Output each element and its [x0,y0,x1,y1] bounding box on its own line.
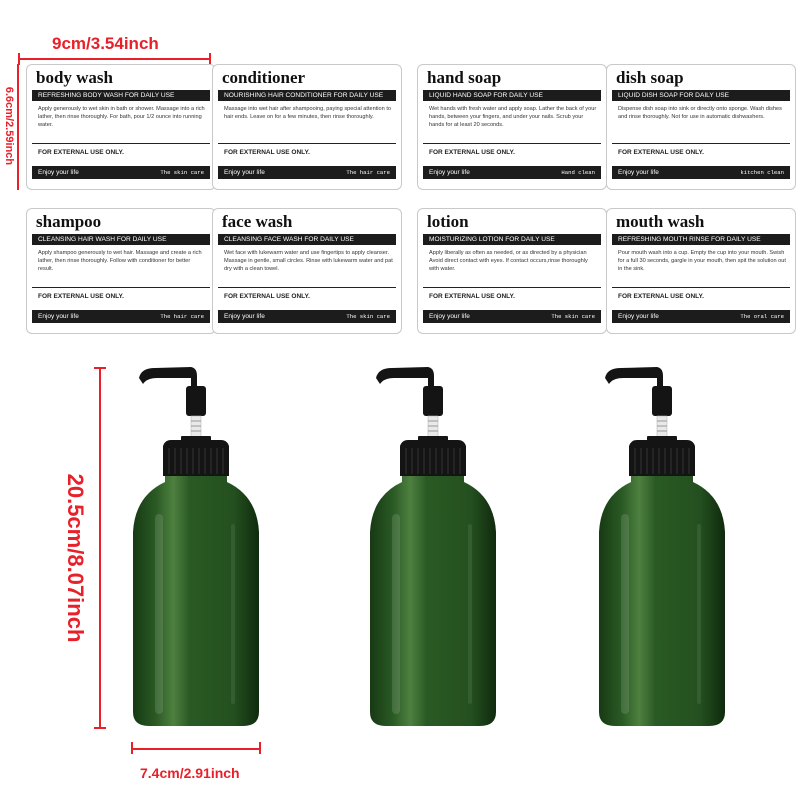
label-card [417,208,607,334]
label-subtitle: MOISTURIZING LOTION FOR DAILY USE [423,234,601,245]
label-divider [218,287,396,288]
label-footer-right: The skin care [551,313,595,320]
label-directions: Apply liberally as often as needed, or as directed by a physician Avoid direct contact with eyes. If contact occurs,rinse thoroughly with water. [429,250,588,272]
label-footer-right: The hair care [160,313,204,320]
label-divider [32,287,210,288]
label-warning: FOR EXTERNAL USE ONLY. [618,293,704,300]
label-subtitle: REFRESHING MOUTH RINSE FOR DAILY USE [612,234,790,245]
label-subtitle: REFRESHING BODY WASH FOR DAILY USE [32,90,210,101]
label-directions: Dispense dish soap into sink or directly onto sponge. Wash dishes and rinse thoroughly. Not for use in automatic dishwashers. [618,106,782,120]
label-warning: FOR EXTERNAL USE ONLY. [224,149,310,156]
label-card [606,208,796,334]
bottle-height-cap-top [94,367,106,369]
label-subtitle: NOURISHING HAIR CONDITIONER FOR DAILY USE [218,90,396,101]
bottle-height-cap-bottom [94,727,106,729]
label-footer [423,166,601,179]
label-divider [423,143,601,144]
label-footer [218,310,396,323]
label-footer-right: kitchen clean [740,169,784,176]
label-subtitle: LIQUID HAND SOAP FOR DAILY USE [423,90,601,101]
label-card [26,64,216,190]
label-title: body wash [36,68,114,87]
label-footer-right: The skin care [160,169,204,176]
label-card [606,64,796,190]
label-divider [32,143,210,144]
label-title: lotion [427,212,469,231]
label-footer-left: Enjoy your life [38,313,79,320]
pump-bottle [597,364,727,730]
label-width-dimension: 9cm/3.54inch [52,34,159,53]
label-footer-left: Enjoy your life [618,169,659,176]
label-warning: FOR EXTERNAL USE ONLY. [38,149,124,156]
label-directions: Wet face with lukewarm water and use fingertips to apply cleanser. Massage in gentle, small circles. Rinse with lukewarm water and pat dry with a clean towel. [224,250,393,272]
bottle-width-line [131,748,261,750]
bottle-width-dimension: 7.4cm/2.91inch [140,765,240,781]
bottle-width-cap-left [131,742,133,754]
label-title: face wash [222,212,293,231]
label-footer-left: Enjoy your life [618,313,659,320]
label-title: dish soap [616,68,684,87]
label-height-line [17,64,19,190]
label-title: shampoo [36,212,102,231]
label-warning: FOR EXTERNAL USE ONLY. [429,293,515,300]
label-card [26,208,216,334]
label-footer-left: Enjoy your life [224,169,265,176]
label-title: mouth wash [616,212,705,231]
label-card [212,64,402,190]
label-footer [423,310,601,323]
label-directions: Pour mouth wash into a cup. Empty the cup into your mouth. Swish for a full 30 seconds, gargle in your mouth, then spit the solution out in the sink. [618,250,786,272]
label-title: conditioner [222,68,306,87]
bottle-height-line [99,367,101,728]
bottle-width-cap-right [259,742,261,754]
pump-bottle [368,364,498,730]
label-height-dimension: 6.6cm/2.59inch [3,86,15,166]
label-divider [423,287,601,288]
label-footer-left: Enjoy your life [429,313,470,320]
label-subtitle: CLEANSING FACE WASH FOR DAILY USE [218,234,396,245]
label-warning: FOR EXTERNAL USE ONLY. [224,293,310,300]
bottle-height-dimension: 20.5cm/8.07inch [63,473,88,643]
label-warning: FOR EXTERNAL USE ONLY. [618,149,704,156]
label-width-line [18,58,211,60]
label-footer-right: The skin care [346,313,390,320]
label-footer-right: The hair care [346,169,390,176]
label-footer [612,310,790,323]
label-footer [32,310,210,323]
label-subtitle: LIQUID DISH SOAP FOR DAILY USE [612,90,790,101]
label-directions: Apply generously to wet skin in bath or shower. Massage into a rich lather, then rinse thoroughly. For bath, pour 1/2 ounce into running water. [38,106,205,128]
label-divider [612,143,790,144]
label-card [212,208,402,334]
label-footer [218,166,396,179]
label-subtitle: CLEANSING HAIR WASH FOR DAILY USE [32,234,210,245]
label-warning: FOR EXTERNAL USE ONLY. [38,293,124,300]
label-title: hand soap [427,68,502,87]
label-directions: Apply shampoo generously to wet hair. Massage and create a rich lather, then rinse thoroughly. Follow with conditioner for better result. [38,250,202,272]
label-warning: FOR EXTERNAL USE ONLY. [429,149,515,156]
label-footer [612,166,790,179]
pump-bottle [131,364,261,730]
label-footer-left: Enjoy your life [38,169,79,176]
label-footer-right: The oral care [740,313,784,320]
label-directions: Wet hands with fresh water and apply soap. Lather the back of your hands, between your fingers, and under your nails. Scrub your hands for at least 20 seconds. [429,106,597,128]
label-divider [612,287,790,288]
label-footer-left: Enjoy your life [224,313,265,320]
label-footer-left: Enjoy your life [429,169,470,176]
label-footer-right: Hand clean [561,169,595,176]
label-directions: Massage into wet hair after shampooing, paying special attention to hair ends. Leave on for a few minutes, then rinse thoroughly. [224,106,391,120]
label-divider [218,143,396,144]
label-footer [32,166,210,179]
label-card [417,64,607,190]
